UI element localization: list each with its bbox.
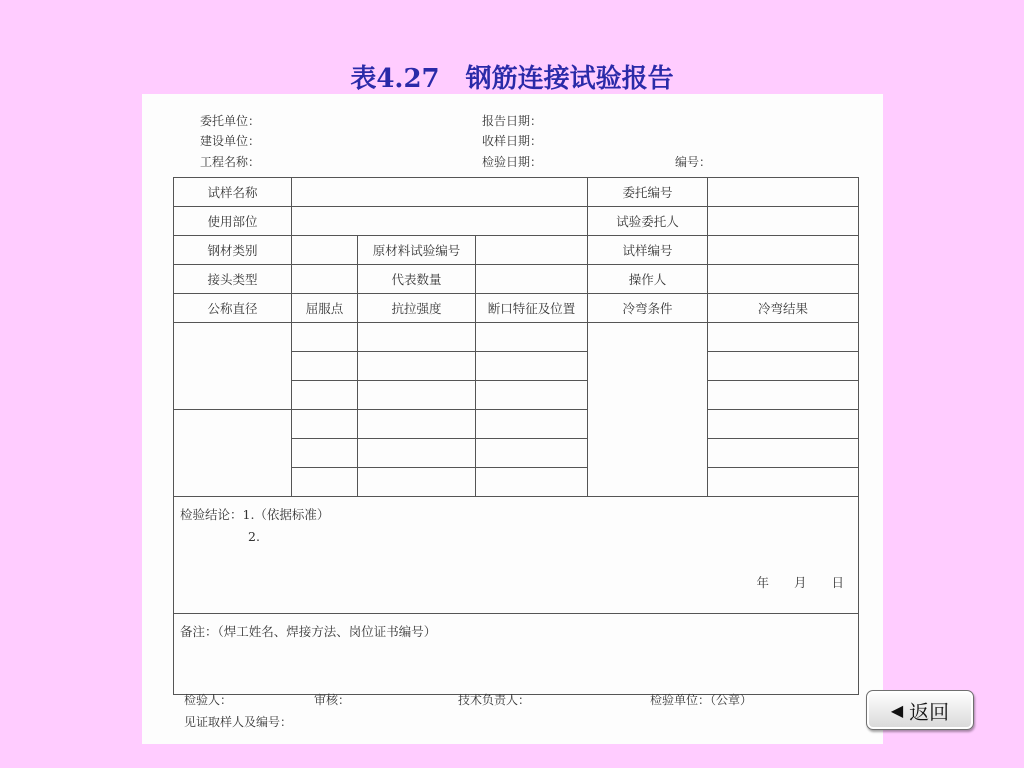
receive-date-label: 收样日期：	[482, 134, 543, 148]
table-header-row	[174, 294, 859, 323]
data-cell	[708, 468, 859, 497]
col-fracture-position: 断口特征及位置	[476, 294, 588, 323]
test-report-table	[173, 177, 859, 695]
raw-test-no-label: 原材料试验编号	[358, 236, 476, 265]
conclusion-line-2: 2.	[248, 529, 260, 544]
project-label: 工程名称：	[200, 155, 261, 169]
data-cell	[708, 410, 859, 439]
data-cell	[708, 352, 859, 381]
operator-value	[708, 265, 859, 294]
data-cell	[708, 439, 859, 468]
data-cell	[358, 381, 476, 410]
table-row	[174, 410, 859, 439]
col-nominal-diameter: 公称直径	[174, 294, 292, 323]
usage-part-value	[292, 207, 588, 236]
bend-condition-cell	[588, 323, 708, 497]
col-bend-result: 冷弯结果	[708, 294, 859, 323]
data-cell	[476, 381, 588, 410]
col-bend-condition: 冷弯条件	[588, 294, 708, 323]
data-cell	[476, 410, 588, 439]
commission-no-value	[708, 178, 859, 207]
reviewer-label: 审核：	[314, 693, 351, 707]
builder-label: 建设单位：	[200, 134, 261, 148]
table-row	[174, 236, 859, 265]
data-cell	[358, 468, 476, 497]
witness-label: 见证取样人及编号：	[184, 715, 293, 729]
sample-name-value	[292, 178, 588, 207]
sample-no-label: 试样编号	[588, 236, 708, 265]
steel-type-label: 钢材类别	[174, 236, 292, 265]
conclusion-line-1: 检验结论：1.（依据标准）	[180, 507, 330, 522]
table-row	[174, 265, 859, 294]
tech-lead-label: 技术负责人：	[458, 693, 531, 707]
table-row	[174, 178, 859, 207]
remarks-cell: 备注：（焊工姓名、焊接方法、岗位证书编号）	[174, 614, 859, 695]
data-cell	[476, 439, 588, 468]
sample-name-label: 试样名称	[174, 178, 292, 207]
data-cell	[708, 381, 859, 410]
table-row	[174, 323, 859, 352]
data-cell	[358, 323, 476, 352]
joint-type-label: 接头类型	[174, 265, 292, 294]
data-cell	[292, 381, 358, 410]
steel-type-value	[292, 236, 358, 265]
remarks-row	[174, 614, 859, 695]
diameter-cell	[174, 323, 292, 410]
left-triangle-icon: ◀	[890, 700, 904, 720]
data-cell	[292, 352, 358, 381]
rep-qty-label: 代表数量	[358, 265, 476, 294]
commissioner-value	[708, 207, 859, 236]
test-date-label: 检验日期：	[482, 155, 543, 169]
data-cell	[476, 468, 588, 497]
data-cell	[292, 468, 358, 497]
commissioner-label: 试验委托人	[588, 207, 708, 236]
usage-part-label: 使用部位	[174, 207, 292, 236]
slide-title: 表4.27 钢筋连接试验报告	[350, 64, 674, 94]
joint-type-value	[292, 265, 358, 294]
col-tensile-strength: 抗拉强度	[358, 294, 476, 323]
diameter-cell	[174, 410, 292, 497]
report-form-image	[142, 94, 883, 744]
raw-test-no-value	[476, 236, 588, 265]
serial-label: 编号：	[675, 155, 712, 169]
data-cell	[476, 352, 588, 381]
client-label: 委托单位：	[200, 114, 261, 128]
data-cell	[292, 439, 358, 468]
conclusion-row	[174, 497, 859, 614]
col-yield-point: 屈服点	[292, 294, 358, 323]
back-button[interactable]	[866, 690, 974, 730]
data-cell	[292, 410, 358, 439]
data-cell	[708, 323, 859, 352]
inspector-label: 检验人：	[184, 693, 233, 707]
commission-no-label: 委托编号	[588, 178, 708, 207]
data-cell	[292, 323, 358, 352]
operator-label: 操作人	[588, 265, 708, 294]
unit-label: 检验单位：（公章）	[650, 693, 753, 707]
data-cell	[358, 439, 476, 468]
report-date-label: 报告日期：	[482, 114, 543, 128]
data-cell	[358, 410, 476, 439]
table-row	[174, 207, 859, 236]
data-cell	[358, 352, 476, 381]
conclusion-date: 年 月 日	[756, 575, 844, 590]
rep-qty-value	[476, 265, 588, 294]
data-cell	[476, 323, 588, 352]
back-button-label: 返回	[909, 699, 950, 724]
sample-no-value	[708, 236, 859, 265]
conclusion-cell	[174, 497, 859, 614]
